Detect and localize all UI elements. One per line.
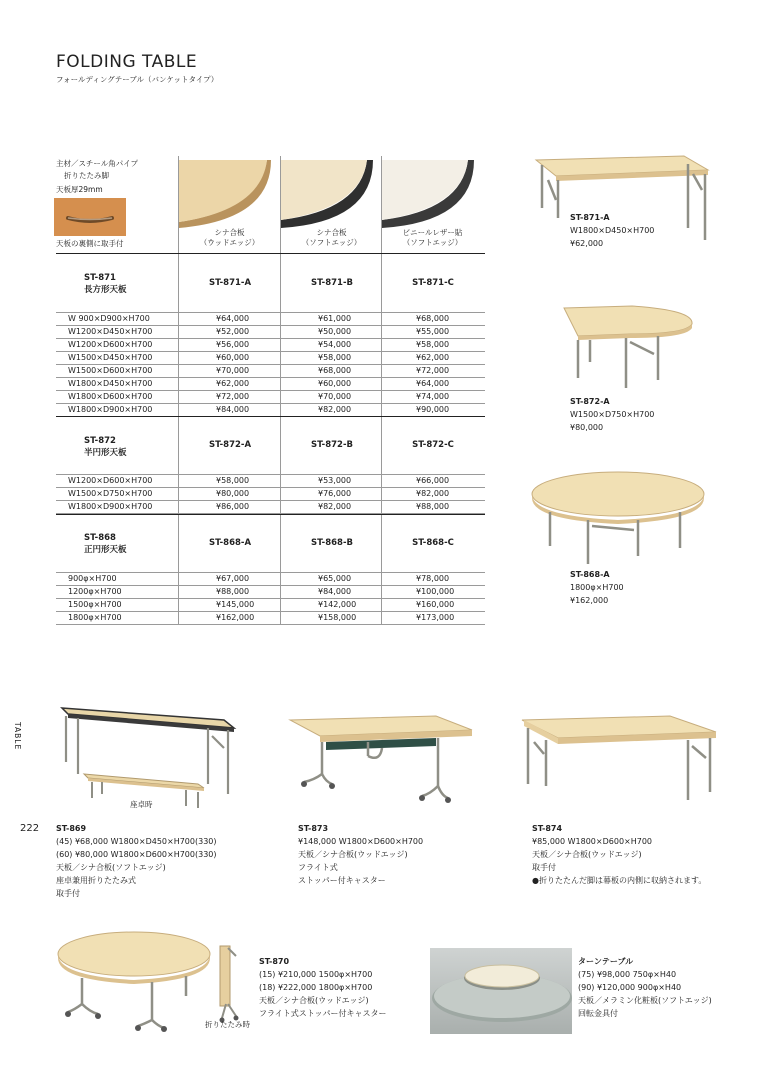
- st874-model: ST-874: [532, 824, 563, 833]
- handle-note: 天板の裏側に取手付: [56, 239, 124, 248]
- row-price-c: ¥62,000: [416, 353, 450, 362]
- table-row: [56, 501, 485, 514]
- st870-line-1: (15) ¥210,000 1500φ×H700: [259, 970, 373, 979]
- side-price-st871a: ¥62,000: [570, 239, 604, 248]
- model-head-st868-b: ST-868-B: [311, 538, 353, 548]
- side-model-st871a: ST-871-A: [570, 213, 610, 222]
- table-row: [56, 326, 485, 339]
- row-size: W1200×D450×H700: [68, 327, 153, 336]
- table-row: [56, 475, 485, 488]
- table-row: [56, 573, 485, 586]
- group-name-st871: 長方形天板: [84, 285, 127, 295]
- row-size: W1800×D900×H700: [68, 405, 153, 414]
- row-price-b: ¥76,000: [318, 489, 352, 498]
- row-price-a: ¥52,000: [216, 327, 250, 336]
- st872a-illustration: [560, 300, 700, 395]
- row-size: 900φ×H700: [68, 574, 117, 583]
- row-price-c: ¥66,000: [416, 476, 450, 485]
- row-price-c: ¥82,000: [416, 489, 450, 498]
- table-row: [56, 339, 485, 352]
- st870-model: ST-870: [259, 957, 290, 966]
- row-price-a: ¥84,000: [216, 405, 250, 414]
- top-cap-c2: （ソフトエッジ）: [402, 238, 463, 247]
- group-code-st868: ST-868: [84, 533, 116, 543]
- top-thickness: 天板厚29mm: [56, 185, 103, 194]
- material-line-1: 主材／スチール角パイプ: [56, 159, 138, 168]
- row-price-c: ¥160,000: [416, 600, 455, 609]
- row-size: 1500φ×H700: [68, 600, 122, 609]
- turntable-line-2: (90) ¥120,000 900φ×H40: [578, 983, 682, 992]
- top-sample-a: [179, 160, 271, 228]
- st870-line-4: フライト式ストッパー付キャスター: [259, 1009, 387, 1018]
- st869-line-4: 座卓兼用折りたたみ式: [56, 876, 136, 885]
- row-price-c: ¥55,000: [416, 327, 450, 336]
- group-name-st872: 半円形天板: [84, 448, 127, 458]
- row-size: 1800φ×H700: [68, 613, 122, 622]
- st874-line-4: ●折りたたんだ脚は幕板の内側に収納されます。: [532, 876, 707, 885]
- top-cap-b2: （ソフトエッジ）: [301, 238, 362, 247]
- st873-line-2: 天板／シナ合板(ウッドエッジ): [298, 850, 408, 859]
- turntable-line-1: (75) ¥98,000 750φ×H40: [578, 970, 677, 979]
- group-divider-st871: [56, 253, 485, 254]
- model-head-st872-a: ST-872-A: [208, 440, 252, 450]
- row-price-a: ¥60,000: [216, 353, 250, 362]
- row-size: 1200φ×H700: [68, 587, 122, 596]
- row-price-a: ¥162,000: [216, 613, 255, 622]
- table-row: [56, 313, 485, 326]
- row-price-b: ¥54,000: [318, 340, 352, 349]
- st870-line-3: 天板／シナ合板(ウッドエッジ): [259, 996, 369, 1005]
- row-price-a: ¥72,000: [216, 392, 250, 401]
- page-title: FOLDING TABLE: [56, 52, 198, 72]
- row-price-c: ¥72,000: [416, 366, 450, 375]
- row-size: W 900×D900×H700: [68, 314, 150, 323]
- table-row: [56, 488, 485, 501]
- st869-model: ST-869: [56, 824, 87, 833]
- model-head-st871-a: ST-871-A: [208, 278, 252, 288]
- top-cap-a1: シナ合板: [214, 228, 245, 237]
- row-price-a: ¥86,000: [216, 502, 250, 511]
- st874-line-1: ¥85,000 W1800×D600×H700: [532, 837, 653, 846]
- table-row: [56, 365, 485, 378]
- row-price-c: ¥173,000: [416, 613, 455, 622]
- model-head-st868-a: ST-868-A: [208, 538, 252, 548]
- row-size: W1800×D450×H700: [68, 379, 153, 388]
- table-row: [56, 391, 485, 404]
- table-row: [56, 586, 485, 599]
- top-cap-c1: ビニールレザー貼: [402, 228, 463, 237]
- st868a-illustration: [530, 468, 708, 568]
- side-size-st868a: 1800φ×H700: [570, 583, 624, 592]
- st870-illustration: [56, 928, 256, 1033]
- st874-illustration: [520, 712, 720, 812]
- row-price-b: ¥65,000: [318, 574, 352, 583]
- turntable-model: ターンテーブル: [578, 957, 634, 966]
- turntable-line-4: 回転金具付: [578, 1009, 618, 1018]
- row-size: W1500×D600×H700: [68, 366, 153, 375]
- page-subtitle: フォールディングテーブル（バンケットタイプ）: [56, 75, 219, 84]
- table-row: [56, 612, 485, 625]
- row-size: W1200×D600×H700: [68, 340, 153, 349]
- table-row: [56, 378, 485, 391]
- st874-line-3: 取手付: [532, 863, 556, 872]
- row-price-a: ¥145,000: [216, 600, 255, 609]
- row-price-c: ¥64,000: [416, 379, 450, 388]
- st873-line-3: フライト式: [298, 863, 338, 872]
- top-cap-a2: （ウッドエッジ）: [199, 238, 260, 247]
- row-price-b: ¥50,000: [318, 327, 352, 336]
- row-price-b: ¥142,000: [318, 600, 357, 609]
- st873-model: ST-873: [298, 824, 329, 833]
- st869-line-2: (60) ¥80,000 W1800×D600×H700(330): [56, 850, 217, 859]
- st869-illustration: [58, 702, 238, 812]
- top-sample-b: [281, 160, 373, 228]
- model-head-st871-b: ST-871-B: [311, 278, 353, 288]
- page-number: 222: [20, 823, 40, 834]
- st873-line-1: ¥148,000 W1800×D600×H700: [298, 837, 424, 846]
- row-price-c: ¥74,000: [416, 392, 450, 401]
- st873-line-4: ストッパー付キャスター: [298, 876, 386, 885]
- row-size: W1800×D600×H700: [68, 392, 153, 401]
- row-price-b: ¥70,000: [318, 392, 352, 401]
- side-model-st872a: ST-872-A: [570, 397, 610, 406]
- st869-line-3: 天板／シナ合板(ソフトエッジ): [56, 863, 166, 872]
- row-price-c: ¥100,000: [416, 587, 455, 596]
- row-price-b: ¥82,000: [318, 502, 352, 511]
- table-row: [56, 352, 485, 365]
- model-head-st872-b: ST-872-B: [311, 440, 353, 450]
- group-divider-st868: [56, 514, 485, 515]
- handle-photo: [54, 198, 126, 236]
- row-price-c: ¥90,000: [416, 405, 450, 414]
- row-size: W1200×D600×H700: [68, 476, 153, 485]
- side-model-st868a: ST-868-A: [570, 570, 610, 579]
- model-head-st872-c: ST-872-C: [412, 440, 454, 450]
- folding-label: 折りたたみ時: [205, 1020, 250, 1029]
- row-price-a: ¥58,000: [216, 476, 250, 485]
- model-head-st868-c: ST-868-C: [412, 538, 454, 548]
- side-section-label: TABLE: [13, 722, 22, 751]
- row-price-c: ¥58,000: [416, 340, 450, 349]
- st870-line-2: (18) ¥222,000 1800φ×H700: [259, 983, 373, 992]
- model-head-st871-c: ST-871-C: [412, 278, 454, 288]
- table-row: [56, 599, 485, 612]
- row-price-b: ¥68,000: [318, 366, 352, 375]
- row-price-b: ¥53,000: [318, 476, 352, 485]
- st869-line-1: (45) ¥68,000 W1800×D450×H700(330): [56, 837, 217, 846]
- group-divider-st872: [56, 416, 485, 417]
- material-line-2: 折りたたみ脚: [64, 171, 109, 180]
- row-price-c: ¥88,000: [416, 502, 450, 511]
- side-price-st872a: ¥80,000: [570, 423, 604, 432]
- row-price-a: ¥80,000: [216, 489, 250, 498]
- turntable-line-3: 天板／メラミン化粧板(ソフトエッジ): [578, 996, 712, 1005]
- group-code-st871: ST-871: [84, 273, 116, 283]
- row-price-a: ¥62,000: [216, 379, 250, 388]
- row-size: W1800×D900×H700: [68, 502, 153, 511]
- row-size: W1500×D750×H700: [68, 489, 153, 498]
- row-price-c: ¥68,000: [416, 314, 450, 323]
- top-cap-b1: シナ合板: [316, 228, 347, 237]
- top-sample-c: [382, 160, 474, 228]
- st873-illustration: [286, 712, 476, 812]
- turntable-photo: [430, 948, 572, 1034]
- row-price-b: ¥58,000: [318, 353, 352, 362]
- row-price-a: ¥70,000: [216, 366, 250, 375]
- row-price-b: ¥84,000: [318, 587, 352, 596]
- group-code-st872: ST-872: [84, 436, 116, 446]
- row-price-b: ¥82,000: [318, 405, 352, 414]
- row-price-b: ¥60,000: [318, 379, 352, 388]
- group-name-st868: 正円形天板: [84, 545, 127, 555]
- st869-line-5: 取手付: [56, 889, 80, 898]
- row-price-a: ¥56,000: [216, 340, 250, 349]
- side-price-st868a: ¥162,000: [570, 596, 609, 605]
- zataku-label: 座卓時: [130, 800, 153, 809]
- row-price-a: ¥88,000: [216, 587, 250, 596]
- side-size-st871a: W1800×D450×H700: [570, 226, 655, 235]
- st874-line-2: 天板／シナ合板(ウッドエッジ): [532, 850, 642, 859]
- row-price-b: ¥158,000: [318, 613, 357, 622]
- row-price-b: ¥61,000: [318, 314, 352, 323]
- row-size: W1500×D450×H700: [68, 353, 153, 362]
- side-size-st872a: W1500×D750×H700: [570, 410, 655, 419]
- row-price-a: ¥64,000: [216, 314, 250, 323]
- row-price-a: ¥67,000: [216, 574, 250, 583]
- row-price-c: ¥78,000: [416, 574, 450, 583]
